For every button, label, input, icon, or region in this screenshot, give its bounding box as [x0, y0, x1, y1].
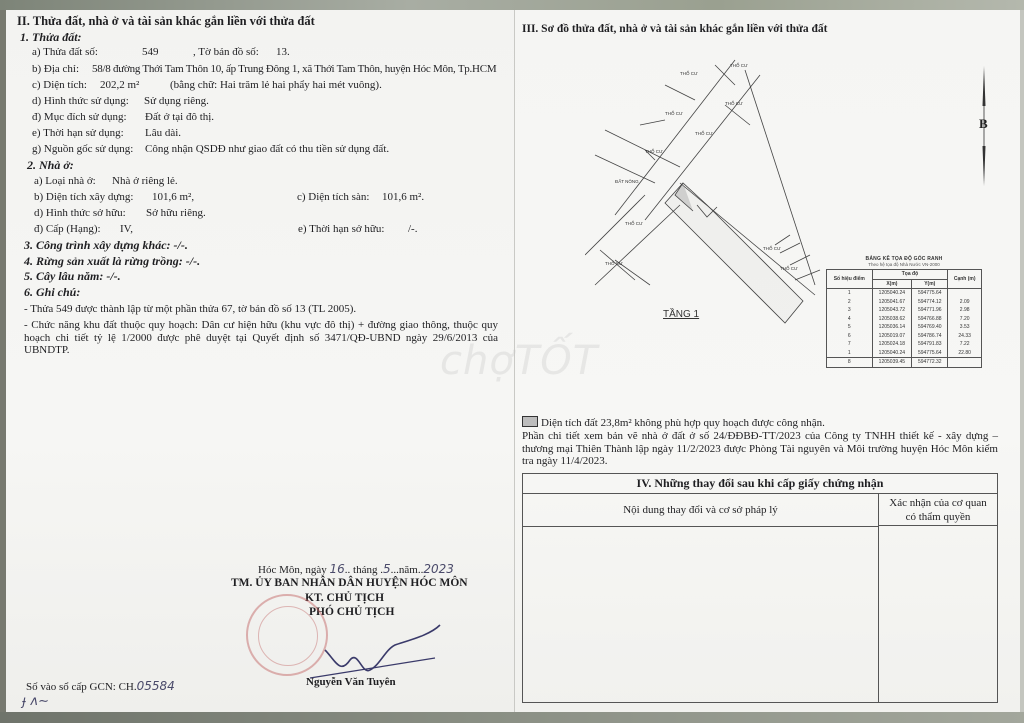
- svg-text:THỔ CƯ: THỔ CƯ: [695, 131, 713, 136]
- svg-text:THỔ CƯ: THỔ CƯ: [763, 246, 781, 251]
- term-label: e) Thời hạn sử dụng:: [32, 127, 124, 139]
- north-arrow-icon: [978, 66, 990, 186]
- handwritten-initials: ɟ ᴧ∼: [22, 694, 49, 709]
- area-in-words: (bằng chữ: Hai trăm lẻ hai phẩy hai mét vuông).: [170, 79, 382, 91]
- changes-content-header: Nội dung thay đổi và cơ sở pháp lý: [523, 494, 878, 527]
- svg-text:THỔ CƯ: THỔ CƯ: [780, 266, 798, 271]
- svg-text:ĐẤT NÔNG: ĐẤT NÔNG: [615, 179, 639, 184]
- origin-value: Công nhận QSDĐ như giao đất có thu tiền sử dụng đất.: [145, 143, 390, 155]
- hatched-area-swatch: [522, 416, 538, 427]
- floor-area-label: c) Diện tích sàn:: [297, 191, 370, 203]
- section-iii-title: III. Sơ đồ thửa đất, nhà ở và tài sản khác gắn liền với thửa đất: [522, 23, 828, 35]
- perennial-trees: 5. Cây lâu năm: -/-.: [24, 269, 121, 283]
- changes-table-title: IV. Những thay đổi sau khi cấp giấy chứng nhận: [523, 474, 997, 494]
- land-heading: 1. Thửa đất:: [20, 30, 82, 44]
- table-row: 7 1205024.18 594791.83 7.22: [827, 340, 982, 349]
- svg-text:THỔ CƯ: THỔ CƯ: [730, 63, 748, 68]
- sign-month: 5: [382, 562, 391, 576]
- address-label: b) Địa chỉ:: [32, 63, 80, 75]
- issuing-authority: TM. ỦY BAN NHÂN DÂN HUYỆN HÓC MÔN: [231, 577, 468, 589]
- map-sheet-label: , Tờ bản đồ số:: [193, 46, 259, 58]
- area-label: c) Diện tích:: [32, 79, 87, 91]
- area-value: 202,2 m²: [100, 79, 140, 91]
- table-row: 1 1205040.24 594775.64: [827, 289, 982, 298]
- own-term-label: e) Thời hạn sở hữu:: [298, 223, 385, 235]
- note-item: - Thửa 549 được thành lập từ một phần thửa 67, tờ bản đồ số 13 (TL 2005).: [24, 303, 357, 315]
- parcel-label: a) Thửa đất số:: [32, 46, 98, 58]
- own-term-value: /-.: [408, 223, 418, 235]
- use-form-label: d) Hình thức sử dụng:: [32, 95, 129, 107]
- svg-text:B: B: [979, 116, 988, 131]
- parcel-number: 549: [142, 46, 159, 58]
- non-conforming-area-legend: Diện tích đất 23,8m² không phù hợp quy hoạch được công nhận.: [522, 416, 825, 429]
- boundary-coordinates-table: BẢNG KÊ TỌA ĐỘ GÓC RANH Theo hệ tọa độ Nhà Nước VN-2000 Số hiệu điểm Tọa độ Cạnh (m) X(m) Y(m) 1 1205040.24 594775.64 2 1205041.67 594774.12 2.09 3 1205043.72 594771.96 2.98 4 1205038.62 594766.88 7.20 5 1205036.14 594769.40 3.53 6 1205019.07 594786.74 24.33 7 1205024.18 594791.83 7.22 1 1205040.24 594775.64 22.80 8 1205039.45 594772.32: [826, 256, 982, 368]
- changes-confirmation-header: Xác nhận của cơ quan có thẩm quyền: [879, 494, 997, 526]
- table-row: 8 1205039.45 594772.32: [827, 358, 982, 368]
- svg-text:THỔ CƯ: THỔ CƯ: [645, 149, 663, 154]
- other-works: 3. Công trình xây dựng khác: -/-.: [24, 238, 188, 252]
- grade-value: IV,: [120, 223, 133, 235]
- build-area-label: b) Diện tích xây dựng:: [34, 191, 134, 203]
- use-form-value: Sử dụng riêng.: [144, 95, 209, 107]
- address-value: 58/8 đường Thới Tam Thôn 10, ấp Trung Đông 1, xã Thới Tam Thôn, huyện Hóc Môn, Tp.HCM: [92, 63, 497, 75]
- table-row: 4 1205038.62 594766.88 7.20: [827, 315, 982, 324]
- sign-place-date: Hóc Môn, ngày 16.. tháng .5...năm..2023: [258, 562, 454, 576]
- sign-day: 16: [329, 562, 345, 576]
- house-heading: 2. Nhà ở:: [27, 158, 74, 172]
- note-item: - Chức năng khu đất thuộc quy hoạch: Dân cư hiện hữu (khu vực đô thị) + đường giao thông, thuộc quy hoạch chi tiết tỷ lệ 1/2000 được phê duyệt tại Quyết định số 3471/QĐ-UBND ngày 29/6/2013 của UBNDTP.: [24, 319, 498, 356]
- notes-heading: 6. Ghi chú:: [24, 285, 81, 299]
- chotot-watermark: chợTỐT: [440, 338, 599, 384]
- floor-area-value: 101,6 m².: [382, 191, 425, 203]
- svg-text:THỔ CƯ: THỔ CƯ: [680, 71, 698, 76]
- table-row: 2 1205041.67 594774.12 2.09: [827, 298, 982, 307]
- parcel-sketch-map: [585, 55, 825, 335]
- table-row: 3 1205043.72 594771.96 2.98: [827, 306, 982, 315]
- sign-year: 2023: [423, 562, 454, 576]
- registry-number: Số vào sổ cấp GCN: CH.05584: [26, 679, 175, 693]
- origin-label: g) Nguồn gốc sử dụng:: [32, 143, 134, 155]
- table-row: 6 1205019.07 594786.74 24.33: [827, 332, 982, 341]
- changes-after-issuance-table: [522, 473, 998, 703]
- vice-chair-title: PHÓ CHỦ TỊCH: [309, 606, 395, 618]
- production-forest: 4. Rừng sản xuất là rừng trồng: -/-.: [24, 254, 201, 268]
- house-type-label: a) Loại nhà ở:: [34, 175, 96, 187]
- svg-text:THỔ CƯ: THỔ CƯ: [665, 111, 683, 116]
- ownership-value: Sở hữu riêng.: [146, 207, 206, 219]
- svg-text:THỔ CƯ: THỔ CƯ: [605, 261, 623, 266]
- section-ii-title: II. Thửa đất, nhà ở và tài sản khác gắn liền với thửa đất: [17, 14, 315, 28]
- floor-label: TẦNG 1: [663, 309, 700, 320]
- purpose-label: đ) Mục đích sử dụng:: [32, 111, 127, 123]
- svg-text:THỔ CƯ: THỔ CƯ: [625, 221, 643, 226]
- table-row: 1 1205040.24 594775.64 22.80: [827, 349, 982, 358]
- on-behalf-of-chair: KT. CHỦ TỊCH: [305, 592, 385, 604]
- map-sheet-number: 13.: [276, 46, 290, 58]
- build-area-value: 101,6 m²,: [152, 191, 195, 203]
- drawing-reference-text: Phần chi tiết xem bản vẽ nhà ở đất ở số 24/ĐĐBĐ-TT/2023 của Công ty TNHH thiết kế - xây dựng – thương mại Thiên Thành lập ngày 11/2/2023 được Phòng Tài nguyên và Môi trường huyện Hóc Môn kiểm tra ngày 11/4/2023.: [522, 430, 998, 467]
- signer-name: Nguyễn Văn Tuyên: [306, 676, 396, 688]
- house-type-value: Nhà ở riêng lẻ.: [112, 175, 178, 187]
- term-value: Lâu dài.: [145, 127, 182, 139]
- ownership-label: d) Hình thức sở hữu:: [34, 207, 126, 219]
- svg-text:THỔ CƯ: THỔ CƯ: [725, 101, 743, 106]
- table-row: 5 1205036.14 594769.40 3.53: [827, 323, 982, 332]
- purpose-value: Đất ở tại đô thị.: [145, 111, 215, 123]
- grade-label: đ) Cấp (Hạng):: [34, 223, 101, 235]
- photo-background-bottom: [0, 712, 1024, 723]
- photo-background-right: [1020, 10, 1024, 713]
